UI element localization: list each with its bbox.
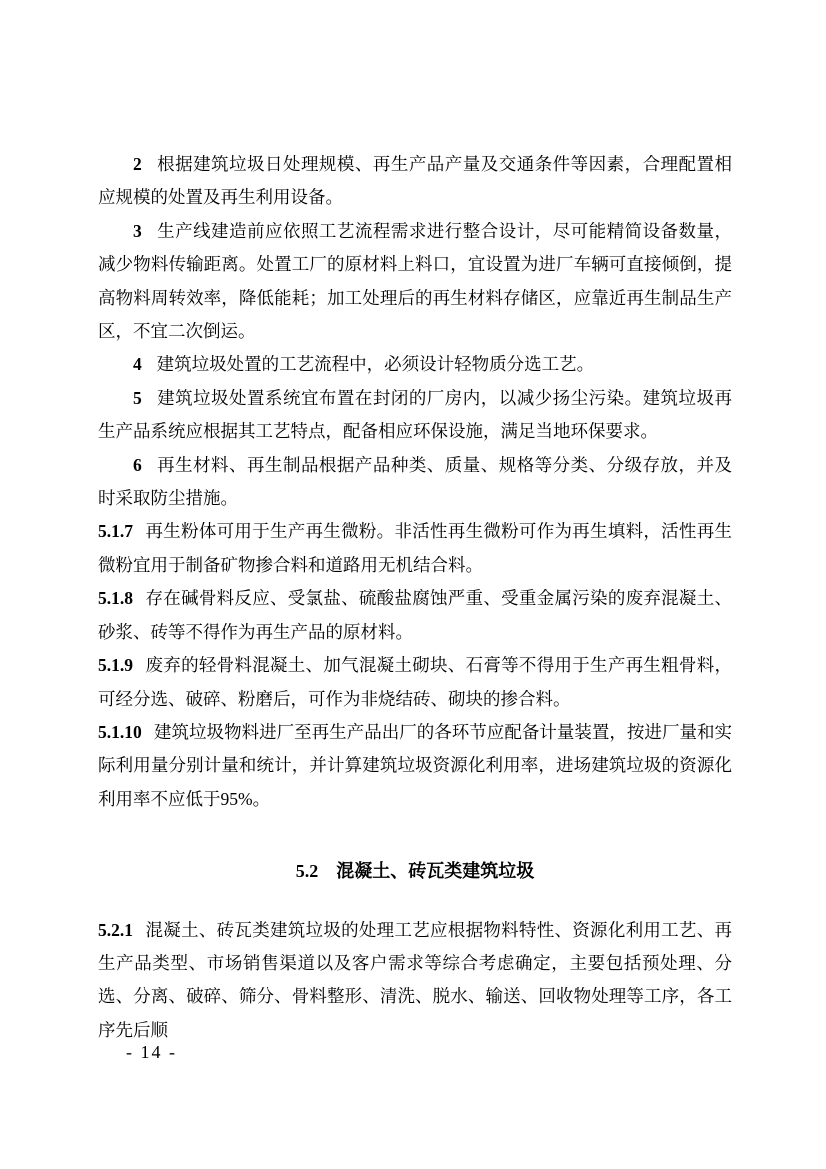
- item-text: 建筑垃圾处置系统宜布置在封闭的厂房内，以减少扬尘污染。建筑垃圾再生产品系统应根据其工艺特点，配备相应环保设施，满足当地环保要求。: [98, 387, 732, 442]
- numbered-item: [98, 148, 732, 215]
- item-number: 6: [133, 454, 142, 475]
- section-heading: [98, 855, 732, 888]
- clause: [98, 582, 732, 649]
- numbered-item: [98, 382, 732, 449]
- numbered-item: [98, 215, 732, 349]
- clause: [98, 914, 732, 1048]
- section-heading-title: 混凝土、砖瓦类建筑垃圾: [336, 861, 535, 882]
- clause-text: 混凝土、砖瓦类建筑垃圾的处理工艺应根据物料特性、资源化利用工艺、再生产品类型、市场销售渠道以及客户需求等综合考虑确定，主要包括预处理、分选、分离、破碎、筛分、骨料整形、清洗、脱水、输送、回收物处理等工序，各工序先后顺: [98, 919, 732, 1040]
- item-number: 5: [133, 387, 142, 408]
- clause-text: 存在碱骨料反应、受氯盐、硫酸盐腐蚀严重、受重金属污染的废弃混凝土、砂浆、砖等不得作为再生产品的原材料。: [98, 588, 732, 642]
- clause-number: 5.1.9: [98, 655, 133, 676]
- clause-text: 建筑垃圾物料进厂至再生产品出厂的各环节应配备计量装置，按进厂量和实际利用量分别计量和统计，并计算建筑垃圾资源化利用率，进场建筑垃圾的资源化利用率不应低于95%。: [98, 721, 732, 809]
- page-number: - 14 -: [126, 1042, 177, 1062]
- section-heading-number: 5.2: [295, 861, 319, 882]
- clause-number: 5.2.1: [98, 919, 133, 940]
- numbered-item: [98, 449, 732, 516]
- item-text: 再生材料、再生制品根据产品种类、质量、规格等分类、分级存放，并及时采取防尘措施。: [98, 454, 732, 509]
- clause: [98, 515, 732, 582]
- clause-number: 5.1.8: [98, 588, 133, 609]
- item-number: 4: [133, 354, 142, 375]
- clause-number: 5.1.7: [98, 521, 133, 542]
- item-number: 2: [133, 154, 142, 174]
- item-number: 3: [133, 220, 142, 241]
- item-text: 根据建筑垃圾日处理规模、再生产品产量及交通条件等因素，合理配置相应规模的处置及再生利用设备。: [98, 154, 732, 208]
- item-text: 生产线建造前应依照工艺流程需求进行整合设计，尽可能精简设备数量，减少物料传输距离。处置工厂的原材料上料口，宜设置为进厂车辆可直接倾倒，提高物料周转效率，降低能耗；加工处理后的再生材料存储区，应靠近再生制品生产区，不宜二次倒运。: [98, 220, 732, 342]
- document-body: [98, 148, 732, 1047]
- clause: [98, 716, 732, 816]
- clause-number: 5.1.10: [98, 721, 142, 742]
- clause-text: 废弃的轻骨料混凝土、加气混凝土砌块、石膏等不得用于生产再生粗骨料，可经分选、破碎、粉磨后，可作为非烧结砖、砌块的掺合料。: [98, 655, 732, 709]
- clause: [98, 649, 732, 716]
- numbered-item: [98, 348, 732, 381]
- clause-text: 再生粉体可用于生产再生微粉。非活性再生微粉可作为再生填料，活性再生微粉宜用于制备矿物掺合料和道路用无机结合料。: [98, 521, 732, 575]
- item-text: 建筑垃圾处置的工艺流程中，必须设计轻物质分选工艺。: [156, 354, 595, 375]
